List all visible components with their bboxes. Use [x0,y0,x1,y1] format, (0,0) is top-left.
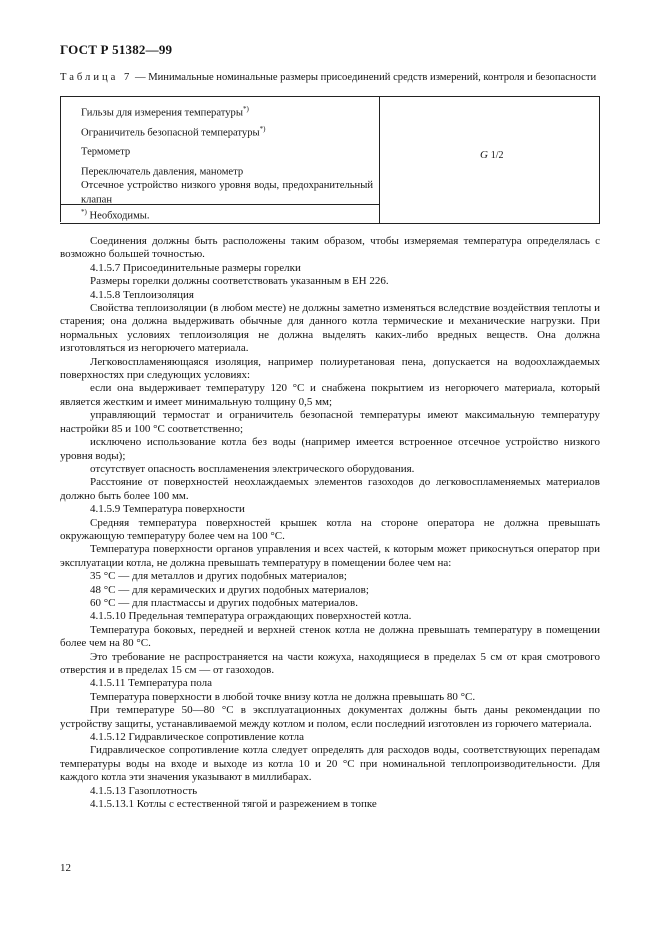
table-footnote: *) Необходимы. [81,208,150,222]
paragraph: 35 °С — для металлов и других подобных материалов; [90,570,347,583]
paragraph: 4.1.5.8 Теплоизоляция [90,288,194,301]
paragraph: Температура боковых, передней и верхней стенок котла не должна превышать температуру в помещении более чем на 80 °С. [60,623,600,650]
page-number: 12 [60,862,71,874]
paragraph: Гидравлическое сопротивление котла следует определять для расходов воды, соответствующих перепадам температуры воды на входе и выходе из котла 10 и 20 °С при номинальной теплопроизводительности. Для каждого котла эти значения указывают в миллибарах. [60,744,600,784]
table-item: Отсечное устройство низкого уровня воды, предохранительный клапан [81,180,373,206]
paragraph: Соединения должны быть расположены таким образом, чтобы измеряемая температура определялась с возможно большей точностью. [60,235,600,261]
paragraph: Свойства теплоизоляции (в любом месте) не должны заметно изменяться вследствие воздействия теплоты и старения; она должна выдерживать обычные для данного котла термические и механические нагрузки. При нормальных условиях теплоизоляция не должна выделять каких-либо вредных веществ. Она должна изготовляться из негорючего материала. [60,302,600,355]
paragraph: 4.1.5.10 Предельная температура ограждающих поверхностей котла. [90,610,412,623]
paragraph: исключено использование котла без воды (например имеется встроенное отсечное устройство низкого уровня воды); [60,436,600,462]
paragraph: если она выдерживает температуру 120 °С и снабжена покрытием из негорючего материала, который является жестким и имеет минимальную толщину 0,5 мм; [60,382,600,408]
table-value: G 1/2 [480,149,504,161]
table-item: Ограничитель безопасной температуры*) [81,125,266,139]
paragraph: 4.1.5.7 Присоединительные размеры горелки [90,261,301,274]
paragraph: 4.1.5.9 Температура поверхности [90,503,245,516]
paragraph: 4.1.5.11 Температура пола [90,677,213,690]
table-item: Термометр [81,146,131,158]
paragraph: Средняя температура поверхностей крышек котла на стороне оператора не должна превышать окружающую температуру более чем на 100 °С. [60,516,600,542]
paragraph: управляющий термостат и ограничитель безопасной температуры имеют максимальную температуру настройки 85 и 100 °С соответственно; [60,409,600,435]
body-text [60,235,600,811]
connections-table [60,96,600,223]
table-caption [60,72,600,84]
paragraph: Температура поверхности в любой точке внизу котла не должна превышать 80 °С. [90,690,476,703]
paragraph: 60 °С — для пластмассы и других подобных материалов. [90,596,359,609]
paragraph: 48 °С — для керамических и других подобных материалов; [90,583,369,596]
paragraph: Это требование не распространяется на части кожуха, находящиеся в пределах 5 см от края смотрового отверстия и в пределах 15 см — от газоходов. [60,650,600,676]
table-caption-text: — Минимальные номинальные размеры присоединений средств измерений, контроля и безопасности [132,72,597,83]
table-column-divider [379,96,380,223]
paragraph: Температура поверхности органов управления и всех частей, к которым может прикоснуться оператор при эксплуатации котла, не должна превышать температуру в помещении более чем на: [60,543,600,569]
paragraph: отсутствует опасность воспламенения электрического оборудования. [90,462,415,475]
table-caption-label: Таблица 7 [60,72,133,83]
table-value-fraction: 1/2 [490,150,504,161]
table-item: Гильзы для измерения температуры*) [81,105,249,119]
paragraph: 4.1.5.13.1 Котлы с естественной тягой и разрежением в топке [90,798,377,811]
paragraph: Расстояние от поверхностей неохлаждаемых элементов газоходов до легковоспламеняемых материалов должно быть более 100 мм. [60,476,600,502]
paragraph: При температуре 50—80 °С в эксплуатационных документах должны быть даны рекомендации по устройству защиты, устанавливаемой между котлом и полом, если последний изготовлен из горючего материала. [60,704,600,730]
table-item: Переключатель давления, манометр [81,166,244,178]
document-header: ГОСТ Р 51382—99 [60,42,173,57]
paragraph: 4.1.5.13 Газоплотность [90,784,198,797]
paragraph: Легковоспламеняющаяся изоляция, например полиуретановая пена, допускается на водоохлаждаемых поверхностях при следующих условиях: [60,355,600,382]
paragraph: 4.1.5.12 Гидравлическое сопротивление котла [90,731,305,744]
paragraph: Размеры горелки должны соответствовать указанным в ЕН 226. [90,275,389,288]
